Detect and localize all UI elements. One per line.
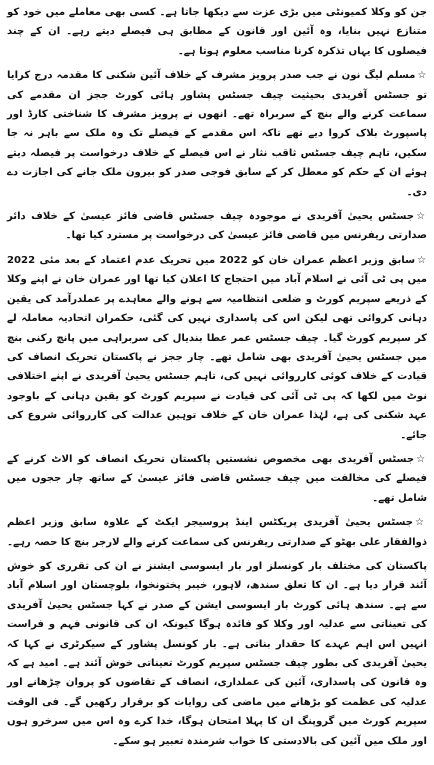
paragraph-text: سابق وزیر اعظم عمران خان کو 2022 میں تحریک عدم اعتماد کے بعد مئی 2022 میں پی ٹی آئی نے اسلام آباد میں احتجاج کا اعلان کیا تھا اور عمران خان نے اپنے وکلا کے ذریعے سپریم کورٹ و ضلعی انتظامیہ سے ہونے والے معاہدے پر عملدرآمد کی یقین دہانی کروائی تھی لیکن اس کی پاسداری نہیں کی گئی، حکمران اتحادیہ معاملہ لے کر سپریم کورٹ گیا۔ چیف جسٹس عمر عطا بندیال کی سربراہی میں پانچ رکنی بنچ میں جسٹس یحییٰ آفریدی بھی شامل تھے۔ چار ججز نے پاکستان تحریک انصاف کی قیادت کے خلاف کوئی کارروائی نہیں کی، تاہم جسٹس یحییٰ آفریدی نے اپنے اختلافی نوٹ میں لکھا کہ پی ٹی آئی کی قیادت نے سپریم کورٹ کو یقین دہانی کے باوجود عہد شکنی کی ہے، لہٰذا عمران خان کے خلاف توہین عدالت کی کارروائی شروع کی جائے۔ bbox=[7, 254, 427, 441]
paragraph-text: پاکستان کی مختلف بار کونسلز اور بار ایسوسی ایشنز نے ان کی تقرری کو خوش آئند قرار دیا ہے۔ ان کا تعلق سندھ، لاہور، خیبر پختونخوا، بلوچستان اور اسلام آباد سے ہے۔ سندھ ہائی کورٹ بار ایسوسی ایشن کے صدر نے کہا جسٹس یحییٰ آفریدی کی تعیناتی سے عدلیہ اور وکلا کو فائدہ ہوگا کیونکہ ان کی قانونی فہم و فراست انہیں اس اہم عہدے کا حقدار بناتی ہے۔ بار کونسل پشاور کے سیکرٹری نے کہا کہ یحییٰ آفریدی کی بطور چیف جسٹس سپریم کورٹ تعیناتی خوش آئند ہے۔ امید ہے کہ وہ قانون کی پاسداری، آئین کی عملداری، انصاف کے تقاضوں کو پروان چڑھانے اور عدلیہ کی عظمت کو بڑھانے میں ماضی کی روایات کو برقرار رکھیں گے۔ فی الوقت سپریم کورٹ میں گروپنگ ان کا پہلا امتحان ہوگا، خدا کرے وہ اس میں سرخرو ہوں اور ملک میں آئین کی بالادستی کا خواب شرمندہ تعبیر ہو سکے۔ bbox=[7, 560, 427, 747]
paragraph-bar-councils bbox=[7, 557, 427, 751]
star-icon: ☆ bbox=[416, 211, 427, 223]
paragraph-text: جن کو وکلا کمیونٹی میں بڑی عزت سے دیکھا جاتا ہے۔ کسی بھی معاملے میں خود کو متنازع نہیں بنایا، وہ آئین اور قانون کے مطابق ہی فیصلے دیتے رہے۔ ان کے چند فیصلوں کا یہاں تذکرہ کرنا مناسب معلوم ہوتا ہے۔ bbox=[7, 7, 427, 57]
paragraph-text: جسٹس یحییٰ آفریدی پریکٹس اینڈ پروسیجر ایکٹ کے علاوہ سابق وزیر اعظم ذوالفقار علی بھٹو کے صدارتی ریفرنس کی سماعت کرنے والے لارجر بنچ کا حصہ رہے۔ bbox=[7, 517, 427, 548]
star-icon: ☆ bbox=[417, 70, 427, 82]
paragraph-reserved-seats bbox=[7, 450, 427, 508]
star-icon: ☆ bbox=[415, 517, 427, 529]
star-icon: ☆ bbox=[416, 453, 427, 465]
paragraph-isa-reference bbox=[7, 207, 427, 246]
paragraph-musharraf-case bbox=[7, 66, 427, 202]
star-icon: ☆ bbox=[417, 254, 428, 266]
paragraph-imran-khan-case bbox=[7, 251, 427, 445]
paragraph-intro bbox=[7, 3, 427, 61]
paragraph-practice-procedure bbox=[7, 513, 427, 552]
paragraph-text: مسلم لیگ نون نے جب صدر پرویز مشرف کے خلاف آئین شکنی کا مقدمہ درج کرایا تو جسٹس آفریدی بحیثیت چیف جسٹس پشاور ہائی کورٹ ججز ان مقدمے کی سماعت کرنے والے بنچ کے سربراہ تھے۔ انھوں نے پرویز مشرف کا شناختی کارڈ اور پاسپورٹ بلاک کروا دیے تھے تاکہ اس مقدمے کے فیصلے تک وہ ملک سے باہر نہ جا سکیں، تاہم چیف جسٹس ثاقب نثار نے اس فیصلے کے خلاف درخواست پر فیصلہ دیتے ہوئے ان کے حکم کو معطل کر کے سابق فوجی صدر کو بیرون ملک جانے کی اجازت دے دی۔ bbox=[7, 70, 427, 198]
paragraph-text: جسٹس یحییٰ آفریدی نے موجودہ چیف جسٹس قاضی فائز عیسیٰ کے خلاف دائر صدارتی ریفرنس میں قاضی فائز عیسیٰ کی درخواست پر مسترد کیا تھا۔ bbox=[7, 211, 427, 242]
paragraph-text: جسٹس آفریدی بھی مخصوص نشستیں پاکستان تحریک انصاف کو الاٹ کرنے کے فیصلے کی مخالفت میں چیف جسٹس قاضی فائز عیسیٰ کے ساتھ چار ججوں میں شامل تھے۔ bbox=[7, 453, 427, 504]
